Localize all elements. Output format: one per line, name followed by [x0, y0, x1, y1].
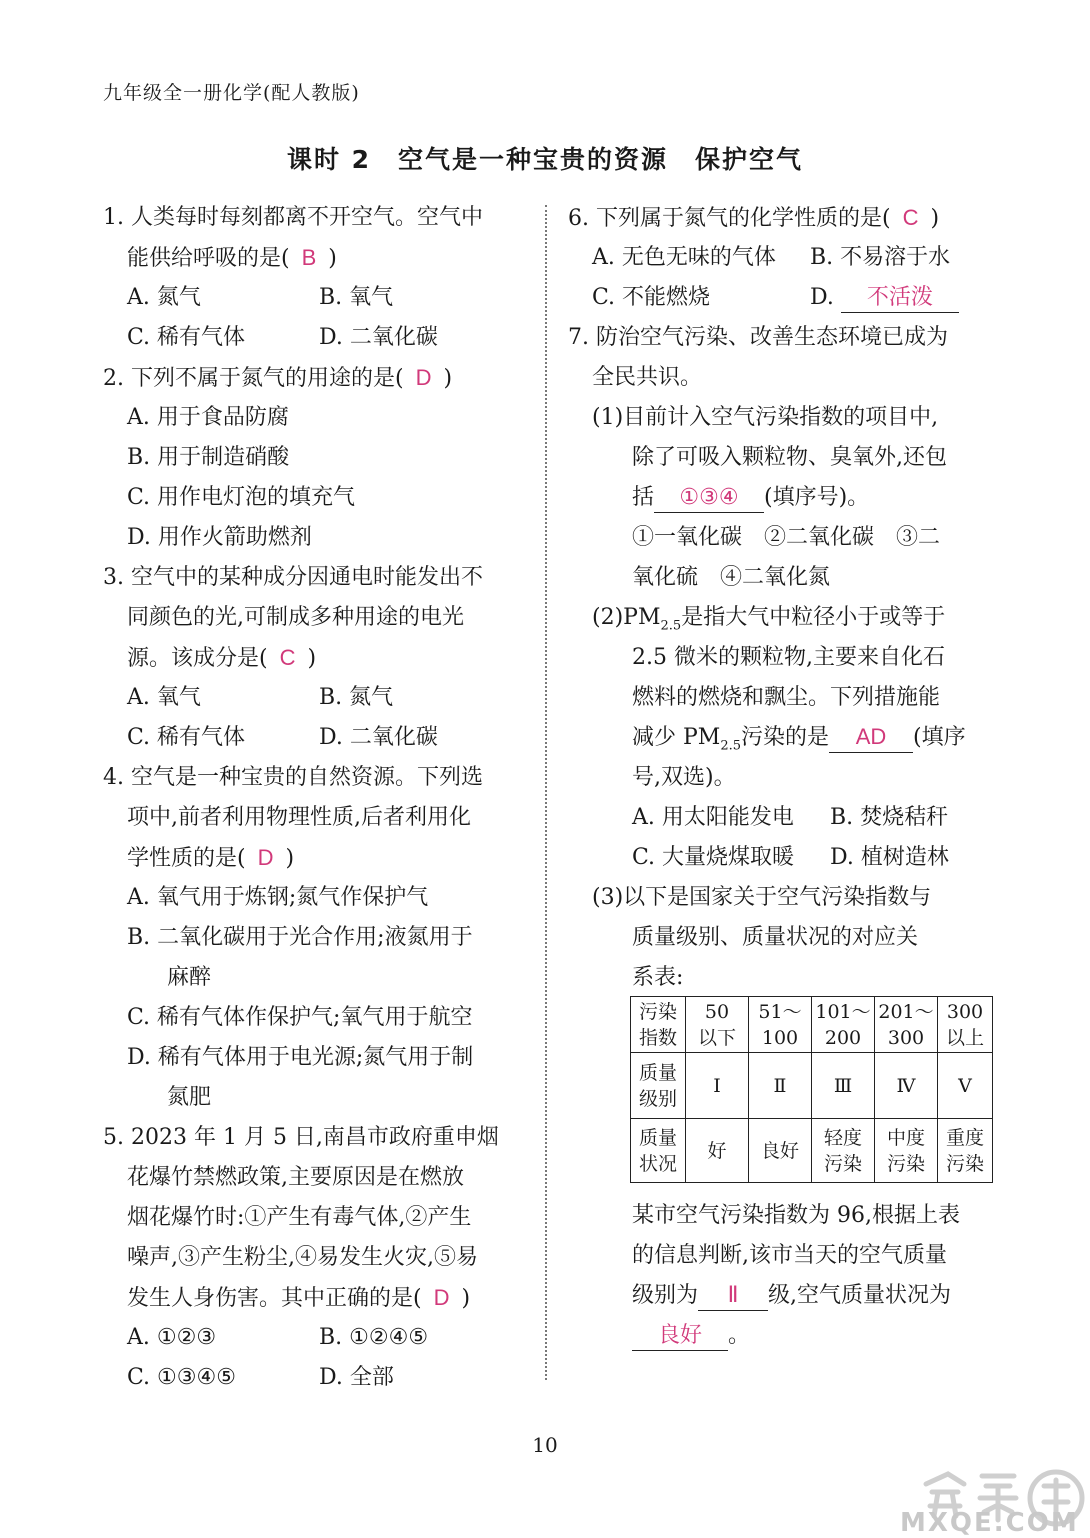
- q4-option-d-line1: D. 稀有气体用于电光源;氮气用于制: [127, 1045, 474, 1070]
- table-cell: Ⅰ: [686, 1053, 749, 1119]
- question-2: [103, 358, 523, 558]
- q3-option-d: D. 二氧化碳: [319, 725, 438, 750]
- q2-stem: 2. 下列不属于氮气的用途的是( D ): [103, 365, 453, 391]
- table-cell: 50 以下: [686, 997, 749, 1053]
- q6-stem: 6. 下列属于氮气的化学性质的是( C ): [568, 205, 940, 231]
- q1-option-c: C. 稀有气体: [127, 325, 246, 350]
- q2-option-c: C. 用作电灯泡的填充气: [127, 485, 356, 510]
- q7-part1-line1: (1)目前计入空气污染指数的项目中,: [592, 405, 939, 430]
- table-cell: 质量 状况: [631, 1119, 686, 1183]
- table-cell: 101～ 200: [812, 997, 875, 1053]
- q1-option-d: D. 二氧化碳: [319, 325, 438, 350]
- table-cell: 300 以上: [938, 997, 993, 1053]
- table-cell: 污染 指数: [631, 997, 686, 1053]
- q7-part3-line2: 质量级别、质量状况的对应关: [632, 925, 919, 950]
- table-cell: Ⅱ: [749, 1053, 812, 1119]
- q7-level-answer: Ⅱ: [698, 1280, 768, 1311]
- q4-stem-line2: 项中,前者利用物理性质,后者利用化: [127, 805, 471, 830]
- q4-answer: D: [257, 845, 274, 870]
- table-cell: 51～ 100: [749, 997, 812, 1053]
- q5-answer: D: [433, 1285, 450, 1310]
- q3-options-row1: [103, 678, 523, 718]
- q7-conclusion-line2: 的信息判断,该市当天的空气质量: [632, 1243, 947, 1268]
- q4-option-b-line1: B. 二氧化碳用于光合作用;液氮用于: [127, 925, 473, 950]
- q3-option-b: B. 氮气: [319, 685, 394, 710]
- q6-option-d-label: D.: [810, 285, 834, 310]
- table-cell: 质量 级别: [631, 1053, 686, 1119]
- q6-option-a: A. 无色无味的气体: [592, 245, 776, 270]
- question-1: [103, 198, 523, 358]
- q7-conclusion-line4: 良好 。: [632, 1316, 992, 1356]
- q4-option-c: C. 稀有气体作保护气;氧气用于航空: [127, 1005, 473, 1030]
- q7-part1-line2: 除了可吸入颗粒物、臭氧外,还包: [632, 445, 947, 470]
- column-divider: [545, 205, 547, 1380]
- q5-options-row1: [103, 1318, 523, 1358]
- q4-option-b-line2: 麻醉: [167, 965, 212, 990]
- q6-option-b: B. 不易溶于水: [810, 245, 951, 270]
- q1-option-b: B. 氧气: [319, 285, 394, 310]
- q6-answer: C: [902, 205, 919, 230]
- q3-stem-line2: 同颜色的光,可制成多种用途的电光: [127, 605, 464, 630]
- q5-option-a: A. ①②③: [127, 1325, 217, 1350]
- lesson-title: 课时 2 空气是一种宝贵的资源 保护空气: [286, 145, 804, 174]
- q7-part2-line2: 2.5 微米的颗粒物,主要来自化石: [632, 645, 945, 670]
- table-cell: 良好: [749, 1119, 812, 1183]
- q7-part3-line1: (3)以下是国家关于空气污染指数与: [592, 885, 932, 910]
- question-4: [103, 758, 523, 1118]
- page-number: 10: [532, 1433, 558, 1457]
- q6-options-row1: [568, 238, 992, 278]
- table-cell: Ⅴ: [938, 1053, 993, 1119]
- q7-stem-line2: 全民共识。: [592, 365, 703, 390]
- table-cell: Ⅳ: [875, 1053, 938, 1119]
- q6-options-row2: [568, 278, 992, 318]
- q7-part1-answer: ①③④: [654, 482, 764, 513]
- q2-option-a: A. 用于食品防腐: [127, 405, 289, 430]
- q5-option-c: C. ①③④⑤: [127, 1365, 236, 1390]
- q7-conclusion-line3: 级别为 Ⅱ 级,空气质量状况为: [632, 1276, 992, 1316]
- q6-option-c: C. 不能燃烧: [592, 285, 711, 310]
- table-cell: 轻度 污染: [812, 1119, 875, 1183]
- q7-part2-line5: 号,双选)。: [632, 765, 736, 790]
- q7-stem-line1: 7. 防治空气污染、改善生态环境已成为: [568, 325, 948, 350]
- book-header: 九年级全一册化学(配人教版): [103, 82, 360, 104]
- q7-status-answer: 良好: [632, 1320, 728, 1351]
- table-row: [631, 1053, 993, 1119]
- q7-part2-line3: 燃料的燃烧和飘尘。下列措施能: [632, 685, 941, 710]
- q2-option-b: B. 用于制造硝酸: [127, 445, 290, 470]
- q5-option-b: B. ①②④⑤: [319, 1325, 429, 1350]
- q4-option-a: A. 氧气用于炼钢;氮气作保护气: [127, 885, 429, 910]
- q7-part2-option-d: D. 植树造林: [830, 845, 949, 870]
- table-cell: 201～ 300: [875, 997, 938, 1053]
- q5-stem-line1: 5. 2023 年 1 月 5 日,南昌市政府重申烟: [103, 1125, 499, 1150]
- q6-option-d-answer: 不活泼: [841, 282, 959, 313]
- q3-option-c: C. 稀有气体: [127, 725, 246, 750]
- q7-part2-line1: $(2)PM_{2.5}$是指大气中粒径小于或等于: [592, 605, 946, 634]
- q7-part2-options-row1: [568, 798, 992, 838]
- q7-part3-conclusion: [632, 1196, 992, 1356]
- q3-stem-line1: 3. 空气中的某种成分因通电时能发出不: [103, 565, 483, 590]
- q4-stem-line1: 4. 空气是一种宝贵的自然资源。下列选: [103, 765, 483, 790]
- q3-stem-line3: 源。该成分是( C ): [127, 645, 317, 671]
- q2-option-d: D. 用作火箭助燃剂: [127, 525, 312, 550]
- q4-stem-line3: 学性质的是( D ): [127, 845, 295, 871]
- q3-options-row2: [103, 718, 523, 758]
- table-cell: 中度 污染: [875, 1119, 938, 1183]
- q1-options-row2: [103, 318, 523, 358]
- q7-part2-line4: 减少 $PM_{2.5}$污染的是 AD (填序: [632, 724, 966, 754]
- q5-stem-line4: 噪声,③产生粉尘,④易发生火灾,⑤易: [127, 1245, 478, 1270]
- q7-part3-line3: 系表:: [632, 965, 684, 990]
- table-row: [631, 1119, 993, 1183]
- q7-part1-line3: 括 ①③④ (填序号)。: [568, 478, 992, 518]
- q1-options-row1: [103, 278, 523, 318]
- q4-option-d-line2: 氮肥: [167, 1085, 212, 1110]
- q7-part2-options-row2: [568, 838, 992, 878]
- q1-option-a: A. 氮气: [127, 285, 201, 310]
- q5-stem-line2: 花爆竹禁燃政策,主要原因是在燃放: [127, 1165, 464, 1190]
- table-cell: Ⅲ: [812, 1053, 875, 1119]
- q1-stem-line1: 1. 人类每时每刻都离不开空气。空气中: [103, 205, 483, 230]
- q7-conclusion-line1: 某市空气污染指数为 96,根据上表: [632, 1203, 960, 1228]
- pollution-index-table: [630, 996, 993, 1183]
- q7-part2-option-b: B. 焚烧秸秆: [830, 805, 949, 830]
- q3-option-a: A. 氧气: [127, 685, 201, 710]
- table-cell: 重度 污染: [938, 1119, 993, 1183]
- q3-answer: C: [279, 645, 296, 670]
- q7-part2-option-a: A. 用太阳能发电: [632, 805, 794, 830]
- question-5: [103, 1118, 523, 1398]
- q7-part1-options-line2: 氧化硫 ④二氧化氮: [632, 565, 831, 590]
- q7-part2-answer: AD: [829, 722, 913, 753]
- watermark-text: MXQE.COM: [900, 1508, 1079, 1538]
- table-cell: 好: [686, 1119, 749, 1183]
- q5-option-d: D. 全部: [319, 1365, 394, 1390]
- question-3: [103, 558, 523, 758]
- q5-options-row2: [103, 1358, 523, 1398]
- q7-part2-option-c: C. 大量烧煤取暖: [632, 845, 795, 870]
- left-column: [103, 198, 523, 1398]
- q7-part1-options-line1: ①一氧化碳 ②二氧化碳 ③二: [632, 525, 941, 550]
- q1-stem-line2: 能供给呼吸的是( B ): [127, 245, 337, 271]
- question-7: [568, 318, 992, 998]
- table-row: [631, 997, 993, 1053]
- q1-answer: B: [301, 245, 317, 270]
- question-6: [568, 198, 992, 318]
- q5-stem-line5: 发生人身伤害。其中正确的是( D ): [127, 1285, 471, 1311]
- right-column: [568, 198, 992, 998]
- q2-answer: D: [415, 365, 432, 390]
- q5-stem-line3: 烟花爆竹时:①产生有毒气体,②产生: [127, 1205, 472, 1230]
